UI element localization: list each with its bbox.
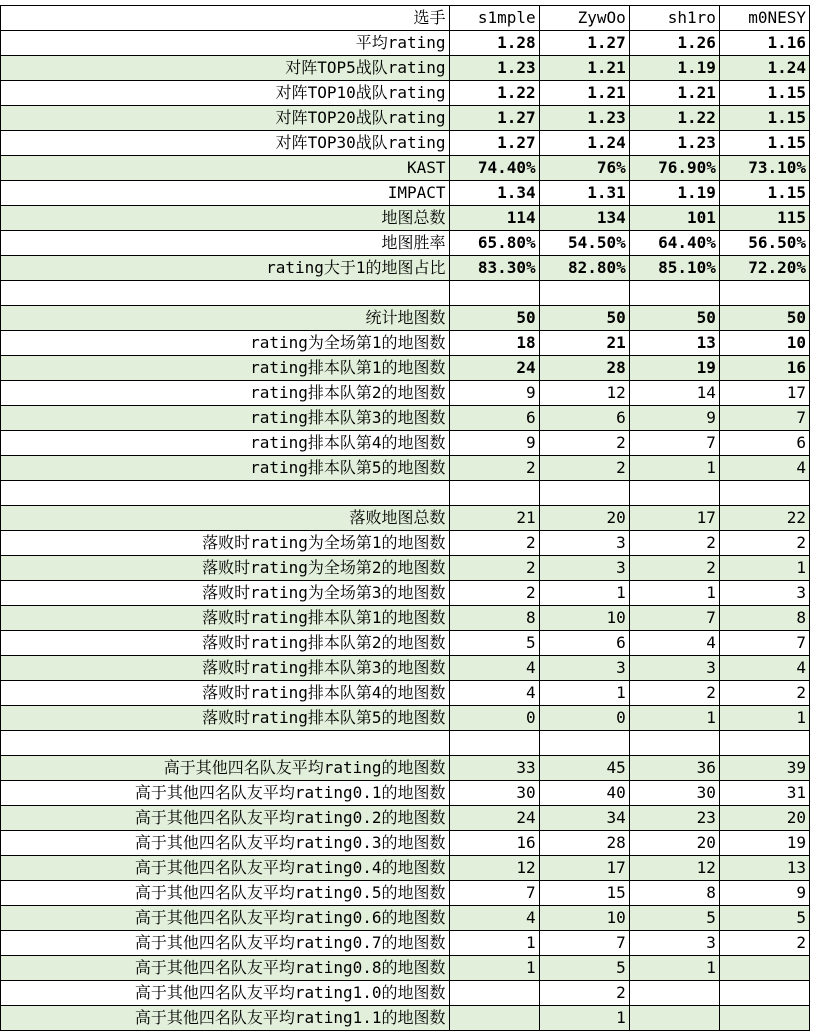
blank-row	[1, 281, 810, 306]
row-label-cell[interactable]: 高于其他四名队友平均rating0.2的地图数	[1, 806, 450, 831]
value-cell[interactable]: 30	[629, 781, 719, 806]
table-row	[1, 606, 810, 631]
value-cell[interactable]: 72.20%	[719, 256, 809, 281]
header-player-cell[interactable]: s1mple	[449, 6, 539, 31]
table-row	[1, 756, 810, 781]
table-row	[1, 31, 810, 56]
value-cell[interactable]: 1.31	[539, 181, 629, 206]
value-cell[interactable]: 1.19	[629, 56, 719, 81]
value-cell[interactable]: 1	[719, 556, 809, 581]
value-cell[interactable]: 19	[719, 831, 809, 856]
blank-row	[1, 481, 810, 506]
table-row	[1, 256, 810, 281]
value-cell[interactable]	[449, 481, 539, 506]
table-row	[1, 206, 810, 231]
value-cell[interactable]: 134	[539, 206, 629, 231]
value-cell[interactable]: 74.40%	[449, 156, 539, 181]
value-cell[interactable]: 1.28	[449, 31, 539, 56]
table-row	[1, 356, 810, 381]
table-row	[1, 556, 810, 581]
table-row	[1, 56, 810, 81]
value-cell[interactable]: 9	[629, 406, 719, 431]
row-label-cell[interactable]: rating排本队第3的地图数	[1, 406, 450, 431]
value-cell[interactable]: 14	[629, 381, 719, 406]
table-row	[1, 906, 810, 931]
value-cell[interactable]	[449, 1006, 539, 1031]
value-cell[interactable]: 2	[449, 531, 539, 556]
value-cell[interactable]: 16	[449, 831, 539, 856]
value-cell[interactable]: 1.23	[539, 106, 629, 131]
row-label-cell[interactable]: KAST	[1, 156, 450, 181]
value-cell[interactable]	[719, 956, 809, 981]
row-label-cell[interactable]: 高于其他四名队友平均rating的地图数	[1, 756, 450, 781]
value-cell[interactable]: 39	[719, 756, 809, 781]
value-cell[interactable]: 50	[719, 306, 809, 331]
value-cell[interactable]: 6	[539, 406, 629, 431]
header-row	[1, 6, 810, 31]
value-cell[interactable]: 3	[629, 931, 719, 956]
row-label-cell[interactable]: rating大于1的地图占比	[1, 256, 450, 281]
value-cell[interactable]: 4	[449, 681, 539, 706]
value-cell[interactable]	[629, 1006, 719, 1031]
value-cell[interactable]: 12	[539, 381, 629, 406]
table-row	[1, 681, 810, 706]
value-cell[interactable]: 50	[449, 306, 539, 331]
value-cell[interactable]: 10	[539, 906, 629, 931]
value-cell[interactable]: 12	[629, 856, 719, 881]
value-cell[interactable]: 8	[629, 881, 719, 906]
value-cell[interactable]: 1.23	[629, 131, 719, 156]
value-cell[interactable]: 73.10%	[719, 156, 809, 181]
table-row	[1, 806, 810, 831]
value-cell[interactable]: 0	[539, 706, 629, 731]
table-row	[1, 581, 810, 606]
table-row	[1, 181, 810, 206]
value-cell[interactable]: 2	[629, 681, 719, 706]
value-cell[interactable]: 2	[449, 556, 539, 581]
row-label-cell[interactable]	[1, 481, 450, 506]
value-cell[interactable]: 15	[539, 881, 629, 906]
value-cell[interactable]: 2	[719, 681, 809, 706]
value-cell[interactable]: 1.15	[719, 106, 809, 131]
value-cell[interactable]: 1.26	[629, 31, 719, 56]
value-cell[interactable]: 1.15	[719, 81, 809, 106]
value-cell[interactable]: 1.27	[539, 31, 629, 56]
value-cell[interactable]: 13	[629, 331, 719, 356]
row-label-cell[interactable]: 高于其他四名队友平均rating0.5的地图数	[1, 881, 450, 906]
value-cell[interactable]	[719, 981, 809, 1006]
value-cell[interactable]: 3	[629, 656, 719, 681]
value-cell[interactable]: 1	[539, 1006, 629, 1031]
table-row	[1, 931, 810, 956]
value-cell[interactable]: 85.10%	[629, 256, 719, 281]
value-cell[interactable]: 101	[629, 206, 719, 231]
value-cell[interactable]: 1.27	[449, 131, 539, 156]
value-cell[interactable]	[719, 731, 809, 756]
value-cell[interactable]: 33	[449, 756, 539, 781]
table-row	[1, 981, 810, 1006]
header-player-cell[interactable]: m0NESY	[719, 6, 809, 31]
value-cell[interactable]: 2	[539, 456, 629, 481]
value-cell[interactable]: 115	[719, 206, 809, 231]
header-player-cell[interactable]: ZywOo	[539, 6, 629, 31]
value-cell[interactable]: 10	[539, 606, 629, 631]
value-cell[interactable]: 1	[449, 931, 539, 956]
value-cell[interactable]: 54.50%	[539, 231, 629, 256]
value-cell[interactable]: 1.19	[629, 181, 719, 206]
row-label-cell[interactable]: 平均rating	[1, 31, 450, 56]
row-label-cell[interactable]: 落败时rating为全场第3的地图数	[1, 581, 450, 606]
value-cell[interactable]: 7	[629, 431, 719, 456]
value-cell[interactable]: 4	[449, 656, 539, 681]
row-label-cell[interactable]: 高于其他四名队友平均rating0.6的地图数	[1, 906, 450, 931]
row-label-cell[interactable]: 落败时rating排本队第3的地图数	[1, 656, 450, 681]
value-cell[interactable]: 20	[539, 506, 629, 531]
value-cell[interactable]: 5	[719, 906, 809, 931]
row-label-cell[interactable]: rating排本队第5的地图数	[1, 456, 450, 481]
row-label-cell[interactable]: 高于其他四名队友平均rating0.1的地图数	[1, 781, 450, 806]
row-label-cell[interactable]: 落败地图总数	[1, 506, 450, 531]
value-cell[interactable]: 24	[449, 356, 539, 381]
row-label-cell[interactable]: 对阵TOP20战队rating	[1, 106, 450, 131]
value-cell[interactable]	[539, 481, 629, 506]
row-label-cell[interactable]: 地图胜率	[1, 231, 450, 256]
value-cell[interactable]: 50	[539, 306, 629, 331]
value-cell[interactable]: 1	[629, 581, 719, 606]
table-row	[1, 306, 810, 331]
blank-row	[1, 731, 810, 756]
row-label-cell[interactable]: rating排本队第4的地图数	[1, 431, 450, 456]
value-cell[interactable]: 24	[449, 806, 539, 831]
value-cell[interactable]: 2	[449, 581, 539, 606]
value-cell[interactable]: 7	[449, 881, 539, 906]
value-cell[interactable]: 19	[629, 356, 719, 381]
value-cell[interactable]: 76%	[539, 156, 629, 181]
value-cell[interactable]: 2	[539, 981, 629, 1006]
row-label-cell[interactable]: 落败时rating为全场第2的地图数	[1, 556, 450, 581]
value-cell[interactable]: 1.22	[449, 81, 539, 106]
table-row	[1, 406, 810, 431]
value-cell[interactable]: 0	[449, 706, 539, 731]
value-cell[interactable]: 45	[539, 756, 629, 781]
value-cell[interactable]: 2	[629, 531, 719, 556]
row-label-cell[interactable]: 落败时rating为全场第1的地图数	[1, 531, 450, 556]
row-label-cell[interactable]: 对阵TOP30战队rating	[1, 131, 450, 156]
table-row	[1, 156, 810, 181]
table-row	[1, 1006, 810, 1031]
row-label-cell[interactable]: 地图总数	[1, 206, 450, 231]
value-cell[interactable]: 36	[629, 756, 719, 781]
row-label-cell[interactable]: 高于其他四名队友平均rating0.8的地图数	[1, 956, 450, 981]
value-cell[interactable]: 1.27	[449, 106, 539, 131]
value-cell[interactable]: 2	[539, 431, 629, 456]
value-cell[interactable]: 5	[539, 956, 629, 981]
table-row	[1, 831, 810, 856]
value-cell[interactable]: 28	[539, 831, 629, 856]
value-cell[interactable]	[629, 481, 719, 506]
value-cell[interactable]: 18	[449, 331, 539, 356]
row-label-cell[interactable]: 落败时rating排本队第1的地图数	[1, 606, 450, 631]
value-cell[interactable]: 1	[449, 956, 539, 981]
value-cell[interactable]	[449, 281, 539, 306]
value-cell[interactable]: 31	[719, 781, 809, 806]
table-row	[1, 881, 810, 906]
value-cell[interactable]	[629, 731, 719, 756]
table-row	[1, 331, 810, 356]
row-label-cell[interactable]: 高于其他四名队友平均rating1.1的地图数	[1, 1006, 450, 1031]
table-row	[1, 656, 810, 681]
value-cell[interactable]: 50	[629, 306, 719, 331]
value-cell[interactable]: 12	[449, 856, 539, 881]
value-cell[interactable]: 13	[719, 856, 809, 881]
value-cell[interactable]	[719, 1006, 809, 1031]
row-label-cell[interactable]: 落败时rating排本队第4的地图数	[1, 681, 450, 706]
value-cell[interactable]: 21	[539, 331, 629, 356]
value-cell[interactable]: 1	[539, 581, 629, 606]
value-cell[interactable]: 4	[629, 631, 719, 656]
value-cell[interactable]: 1	[629, 956, 719, 981]
value-cell[interactable]: 23	[629, 806, 719, 831]
value-cell[interactable]: 7	[719, 631, 809, 656]
value-cell[interactable]: 1.34	[449, 181, 539, 206]
row-label-cell[interactable]: 统计地图数	[1, 306, 450, 331]
value-cell[interactable]: 56.50%	[719, 231, 809, 256]
stats-table	[0, 5, 810, 1031]
value-cell[interactable]	[629, 281, 719, 306]
value-cell[interactable]: 40	[539, 781, 629, 806]
row-label-cell[interactable]: rating为全场第1的地图数	[1, 331, 450, 356]
value-cell[interactable]: 5	[629, 906, 719, 931]
value-cell[interactable]: 7	[539, 931, 629, 956]
table-row	[1, 381, 810, 406]
value-cell[interactable]: 6	[539, 631, 629, 656]
value-cell[interactable]	[719, 481, 809, 506]
table-row	[1, 631, 810, 656]
value-cell[interactable]: 1	[719, 706, 809, 731]
value-cell[interactable]	[539, 731, 629, 756]
value-cell[interactable]: 34	[539, 806, 629, 831]
value-cell[interactable]	[449, 981, 539, 1006]
value-cell[interactable]: 7	[629, 606, 719, 631]
table-row	[1, 956, 810, 981]
value-cell[interactable]	[539, 281, 629, 306]
row-label-cell[interactable]: 落败时rating排本队第2的地图数	[1, 631, 450, 656]
value-cell[interactable]	[719, 281, 809, 306]
value-cell[interactable]: 20	[719, 806, 809, 831]
stats-table-body	[1, 6, 810, 1031]
value-cell[interactable]: 8	[449, 606, 539, 631]
value-cell[interactable]: 1.15	[719, 181, 809, 206]
row-label-cell[interactable]: rating排本队第2的地图数	[1, 381, 450, 406]
table-row	[1, 81, 810, 106]
value-cell[interactable]: 1.22	[629, 106, 719, 131]
value-cell[interactable]: 2	[629, 556, 719, 581]
value-cell[interactable]: 64.40%	[629, 231, 719, 256]
value-cell[interactable]: 82.80%	[539, 256, 629, 281]
value-cell[interactable]: 2	[719, 931, 809, 956]
row-label-cell[interactable]: 对阵TOP10战队rating	[1, 81, 450, 106]
value-cell[interactable]: 1.23	[449, 56, 539, 81]
value-cell[interactable]: 76.90%	[629, 156, 719, 181]
value-cell[interactable]: 1.21	[539, 81, 629, 106]
value-cell[interactable]	[629, 981, 719, 1006]
value-cell[interactable]: 1	[629, 706, 719, 731]
table-row	[1, 456, 810, 481]
value-cell[interactable]: 9	[449, 381, 539, 406]
value-cell[interactable]: 2	[719, 531, 809, 556]
table-row	[1, 506, 810, 531]
value-cell[interactable]: 5	[449, 631, 539, 656]
value-cell[interactable]: 9	[719, 881, 809, 906]
value-cell[interactable]: 3	[539, 656, 629, 681]
value-cell[interactable]: 114	[449, 206, 539, 231]
value-cell[interactable]: 1.24	[539, 131, 629, 156]
value-cell[interactable]: 3	[539, 556, 629, 581]
value-cell[interactable]: 1.24	[719, 56, 809, 81]
table-row	[1, 131, 810, 156]
row-label-cell[interactable]: IMPACT	[1, 181, 450, 206]
row-label-cell[interactable]: 高于其他四名队友平均rating1.0的地图数	[1, 981, 450, 1006]
value-cell[interactable]: 28	[539, 356, 629, 381]
value-cell[interactable]: 3	[719, 581, 809, 606]
row-label-cell[interactable]	[1, 281, 450, 306]
value-cell[interactable]	[449, 731, 539, 756]
table-row	[1, 781, 810, 806]
value-cell[interactable]: 17	[539, 856, 629, 881]
table-row	[1, 531, 810, 556]
value-cell[interactable]: 8	[719, 606, 809, 631]
row-label-cell[interactable]: 高于其他四名队友平均rating0.4的地图数	[1, 856, 450, 881]
row-label-cell[interactable]: 对阵TOP5战队rating	[1, 56, 450, 81]
value-cell[interactable]: 17	[629, 506, 719, 531]
value-cell[interactable]: 9	[449, 431, 539, 456]
value-cell[interactable]: 1	[629, 456, 719, 481]
value-cell[interactable]: 1.15	[719, 131, 809, 156]
table-row	[1, 856, 810, 881]
table-row	[1, 231, 810, 256]
header-player-cell[interactable]: sh1ro	[629, 6, 719, 31]
value-cell[interactable]: 4	[719, 656, 809, 681]
row-label-cell[interactable]	[1, 731, 450, 756]
value-cell[interactable]: 22	[719, 506, 809, 531]
row-label-cell[interactable]: 落败时rating排本队第5的地图数	[1, 706, 450, 731]
value-cell[interactable]: 4	[449, 906, 539, 931]
value-cell[interactable]: 20	[629, 831, 719, 856]
value-cell[interactable]: 16	[719, 356, 809, 381]
value-cell[interactable]: 10	[719, 331, 809, 356]
value-cell[interactable]: 30	[449, 781, 539, 806]
row-label-cell[interactable]: 高于其他四名队友平均rating0.3的地图数	[1, 831, 450, 856]
value-cell[interactable]: 6	[449, 406, 539, 431]
value-cell[interactable]: 3	[539, 531, 629, 556]
row-label-cell[interactable]: 高于其他四名队友平均rating0.7的地图数	[1, 931, 450, 956]
value-cell[interactable]: 1.16	[719, 31, 809, 56]
table-row	[1, 706, 810, 731]
value-cell[interactable]: 21	[449, 506, 539, 531]
value-cell[interactable]: 4	[719, 456, 809, 481]
value-cell[interactable]: 83.30%	[449, 256, 539, 281]
value-cell[interactable]: 2	[449, 456, 539, 481]
value-cell[interactable]: 1.21	[629, 81, 719, 106]
value-cell[interactable]: 6	[719, 431, 809, 456]
value-cell[interactable]: 7	[719, 406, 809, 431]
value-cell[interactable]: 1.21	[539, 56, 629, 81]
value-cell[interactable]: 1	[539, 681, 629, 706]
row-label-cell[interactable]: rating排本队第1的地图数	[1, 356, 450, 381]
value-cell[interactable]: 65.80%	[449, 231, 539, 256]
header-label-cell[interactable]: 选手	[1, 6, 450, 31]
table-row	[1, 431, 810, 456]
table-row	[1, 106, 810, 131]
value-cell[interactable]: 17	[719, 381, 809, 406]
